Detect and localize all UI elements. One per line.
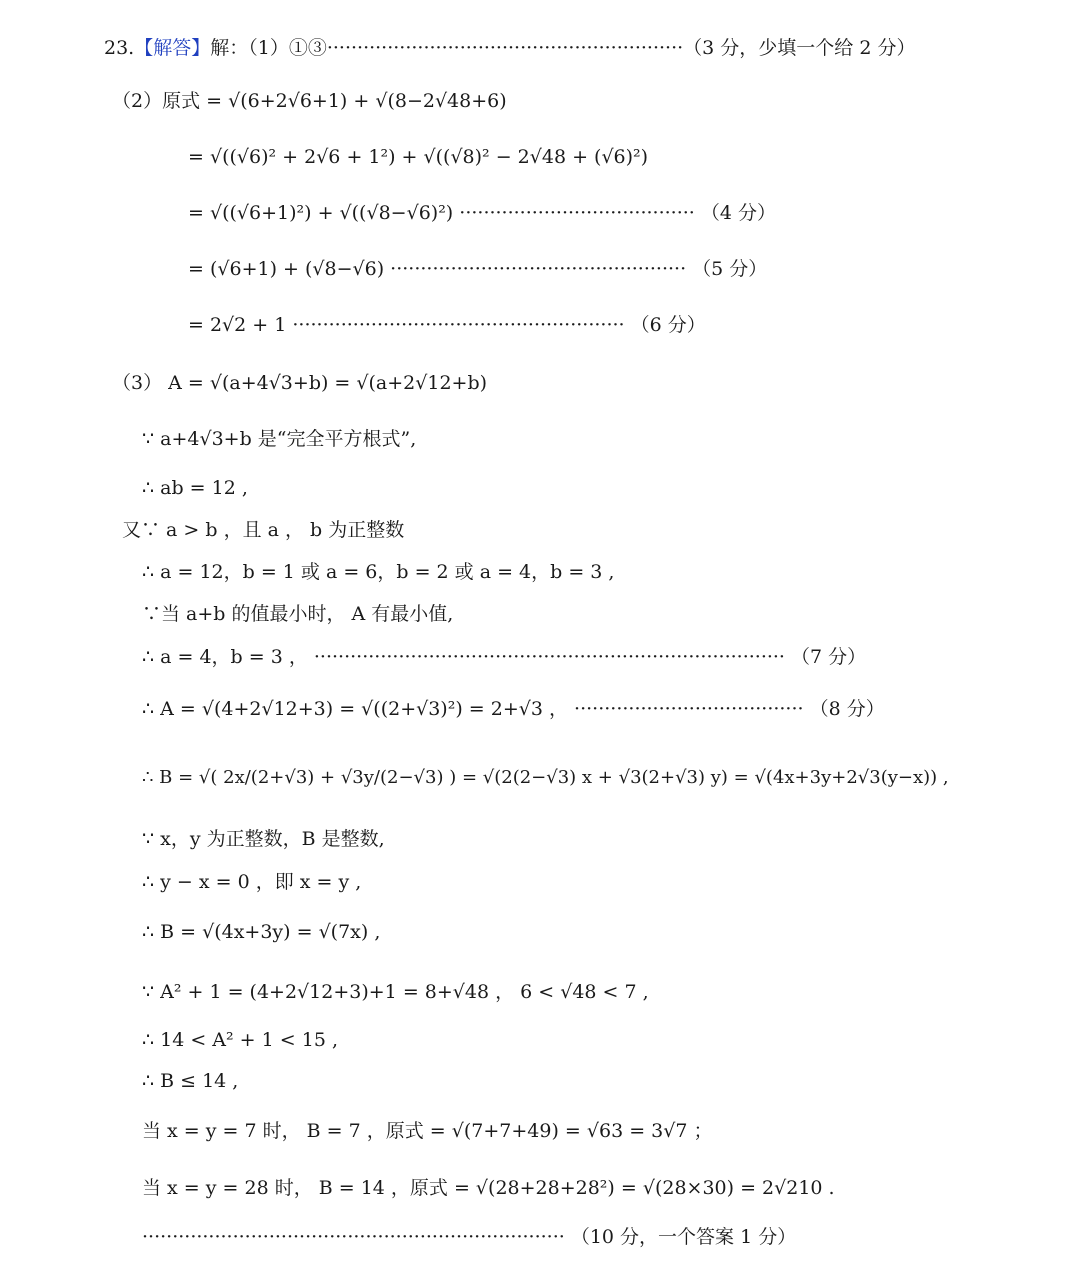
part3-text: ∵ x，y 为正整数，B 是整数, xyxy=(142,828,385,850)
part2-step: = √((√6+1)²) + √((√8−√6)²) xyxy=(188,202,454,224)
part3-line xyxy=(142,427,416,451)
score-7: （7 分） xyxy=(791,646,867,668)
part3-line xyxy=(142,560,614,584)
score-part1: （3 分，少填一个给 2 分） xyxy=(683,37,916,59)
part2-step: = √((√6)² + 2√6 + 1²) + √((√8)² − 2√48 + (√6)²) xyxy=(188,146,649,168)
part3-text: ∵ a+4√3+b 是“完全平方根式”, xyxy=(142,428,417,450)
answer-tag: 【解答】 xyxy=(134,37,211,59)
part2-step: = (√6+1) + (√8−√6) xyxy=(188,258,385,280)
leader-dots: ·············································································· xyxy=(313,646,785,668)
part3-line xyxy=(142,827,385,851)
part3-line xyxy=(142,1028,338,1052)
leader-dots: ······················································· xyxy=(292,314,625,336)
final-score-line xyxy=(142,1225,796,1249)
score-5: （5 分） xyxy=(692,258,768,280)
part3-text: ∵当 a+b 的值最小时， A 有最小值, xyxy=(142,603,454,625)
part2-line-4 xyxy=(188,257,767,281)
part3-text: 当 x = y = 7 时， B = 7 ，原式 = √(7+7+49) = √63 = 3√7 ； xyxy=(142,1120,713,1142)
part3-line xyxy=(142,602,453,626)
part2-line-2 xyxy=(188,145,648,169)
part3-line xyxy=(142,476,248,500)
score-4: （4 分） xyxy=(700,202,777,224)
leader-dots: ················································· xyxy=(390,258,687,280)
part3-text: ∴ 14 < A² + 1 < 15 , xyxy=(142,1029,338,1051)
score-6: （6 分） xyxy=(630,314,706,336)
part3-text: ∴ a = 4，b = 3 ， xyxy=(142,646,308,668)
part3-line xyxy=(112,371,487,395)
part2-step: = √(6+2√6+1) + √(8−2√48+6) xyxy=(206,90,507,112)
score-8: （8 分） xyxy=(809,698,885,720)
leader-dots: ··························································· xyxy=(326,37,684,59)
part3-text: ∴ B ≤ 14 , xyxy=(142,1070,239,1092)
part3-line xyxy=(142,870,361,894)
part2-line-1 xyxy=(112,89,507,113)
part3-text: （3） A = √(a+4√3+b) = √(a+2√12+b) xyxy=(112,372,488,394)
part3-text: 又∵ a > b ，且 a ， b 为正整数 xyxy=(122,519,405,541)
part3-line xyxy=(142,697,885,721)
leader-dots: ······································· xyxy=(459,202,695,224)
part3-line xyxy=(122,518,404,542)
part3-text: 当 x = y = 28 时， B = 14 ，原式 = √(28+28+28²) = √(28×30) = 2√210 . xyxy=(142,1177,835,1199)
part3-line xyxy=(142,1176,835,1200)
part3-text: ∴ B = √( 2x/(2+√3) + √3y/(2−√3) ) = √(2(2−√3) x + √3(2+√3) y) = √(4x+3y+2√3(y−x)) , xyxy=(142,767,949,788)
part3-line xyxy=(142,1119,712,1143)
part3-line xyxy=(142,1069,238,1093)
part2-step: = 2√2 + 1 xyxy=(188,314,287,336)
part3-text: ∴ ab = 12 , xyxy=(142,477,248,499)
part3-line xyxy=(142,920,380,944)
part2-label: （2）原式 xyxy=(112,90,201,112)
part3-line xyxy=(142,766,949,790)
score-10: （10 分，一个答案 1 分） xyxy=(570,1226,797,1248)
leader-dots: ······································································ xyxy=(142,1226,565,1248)
part2-line-3 xyxy=(188,201,776,225)
part3-text: ∴ B = √(4x+3y) = √(7x) , xyxy=(142,921,381,943)
leader-dots: ······································ xyxy=(574,698,804,720)
part3-line xyxy=(142,980,649,1004)
part3-text: ∴ y − x = 0 ，即 x = y , xyxy=(142,871,362,893)
part1-answer: 解：（1）①③ xyxy=(210,37,327,59)
part3-line xyxy=(142,645,866,669)
part3-text: ∴ A = √(4+2√12+3) = √((2+√3)²) = 2+√3 ， xyxy=(142,698,568,720)
part3-text: ∵ A² + 1 = (4+2√12+3)+1 = 8+√48 ， 6 < √48 < 7 , xyxy=(142,981,649,1003)
header-line xyxy=(104,36,915,60)
question-number: 23. xyxy=(104,37,135,59)
part2-line-5 xyxy=(188,313,706,337)
part3-text: ∴ a = 12，b = 1 或 a = 6，b = 2 或 a = 4，b = 3 , xyxy=(142,561,615,583)
